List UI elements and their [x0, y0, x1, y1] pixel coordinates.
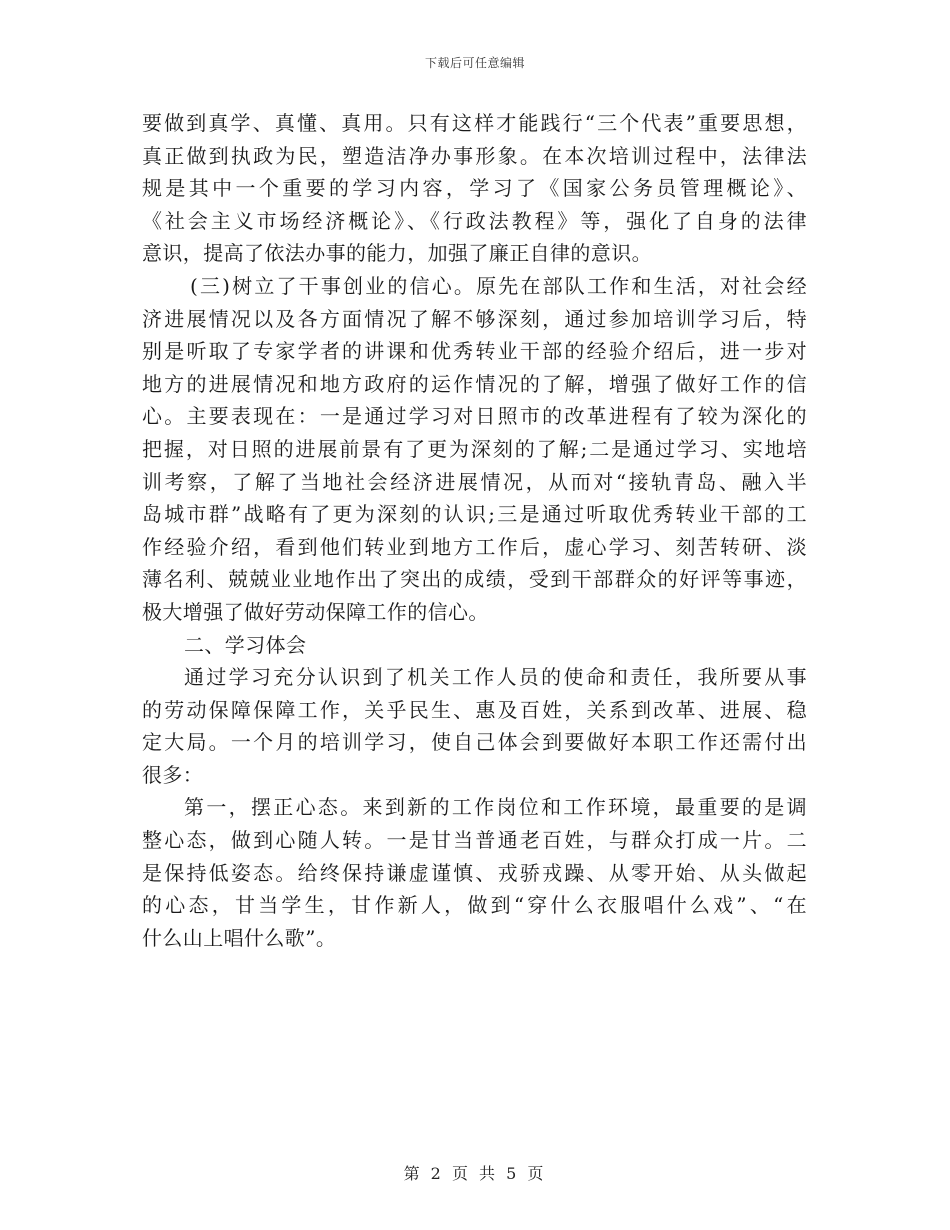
text-line: 心。主要表现在：一是通过学习对日照市的改革进程有了较为深化的 — [142, 404, 807, 429]
text-line: 地方的进展情况和地方政府的运作情况的了解，增强了做好工作的信 — [142, 371, 807, 396]
text-line: 第一，摆正心态。来到新的工作岗位和工作环境，最重要的是调 — [184, 795, 807, 820]
text-line: 的劳动保障保障工作，关乎民生、惠及百姓，关系到改革、进展、稳 — [142, 697, 807, 722]
text-line: 是保持低姿态。给终保持谦虚谨慎、戎骄戎躁、从零开始、从头做起 — [142, 860, 807, 885]
text-line: 作经验介绍，看到他们转业到地方工作后，虚心学习、刻苦转研、淡 — [142, 534, 807, 559]
text-line: 的心态，甘当学生，甘作新人，做到“穿什么衣服唱什么戏”、“在 — [142, 893, 807, 918]
text-line: 定大局。一个月的培训学习，使自己体会到要做好本职工作还需付出 — [142, 730, 807, 755]
text-line: 别是听取了专家学者的讲课和优秀转业干部的经验介绍后，进一步对 — [142, 339, 807, 364]
page-footer: 第 2 页 共 5 页 — [403, 1164, 547, 1183]
text-line: 真正做到执政为民，塑造洁净办事形象。在本次培训过程中，法律法 — [142, 143, 807, 168]
text-line: 很多： — [142, 762, 204, 787]
text-line: 极大增强了做好劳动保障工作的信心。 — [142, 599, 489, 624]
text-line: 薄名利、兢兢业业地作出了突出的成绩，受到干部群众的好评等事迹， — [142, 567, 807, 592]
text-line: 济进展情况以及各方面情况了解不够深刻，通过参加培训学习后，特 — [142, 306, 807, 331]
text-line: (三)树立了干事创业的信心。原先在部队工作和生活，对社会经 — [190, 273, 807, 298]
text-line: 通过学习充分认识到了机关工作人员的使命和责任，我所要从事 — [184, 665, 807, 690]
page-header: 下载后可任意编辑 — [424, 56, 525, 70]
text-line: 什么山上唱什么歌”。 — [142, 925, 337, 950]
text-line: 整心态，做到心随人转。一是甘当普通老百姓，与群众打成一片。二 — [142, 828, 807, 853]
text-line: 岛城市群”战略有了更为深刻的认识;三是通过听取优秀转业干部的工 — [142, 502, 807, 527]
text-line: 意识，提高了依法办事的能力，加强了廉正自律的意识。 — [142, 241, 652, 266]
text-line: 《社会主义市场经济概论》、《行政法教程》等，强化了自身的法律 — [142, 208, 807, 233]
text-line: 二、学习体会 — [184, 632, 307, 657]
text-line: 规是其中一个重要的学习内容，学习了《国家公务员管理概论》、 — [142, 176, 807, 201]
text-line: 把握，对日照的进展前景有了更为深刻的了解;二是通过学习、实地培 — [142, 436, 807, 461]
document-body — [142, 107, 807, 954]
text-line: 要做到真学、真懂、真用。只有这样才能践行“三个代表”重要思想， — [142, 111, 807, 135]
text-line: 训考察，了解了当地社会经济进展情况，从而对“接轨青岛、融入半 — [142, 469, 807, 494]
